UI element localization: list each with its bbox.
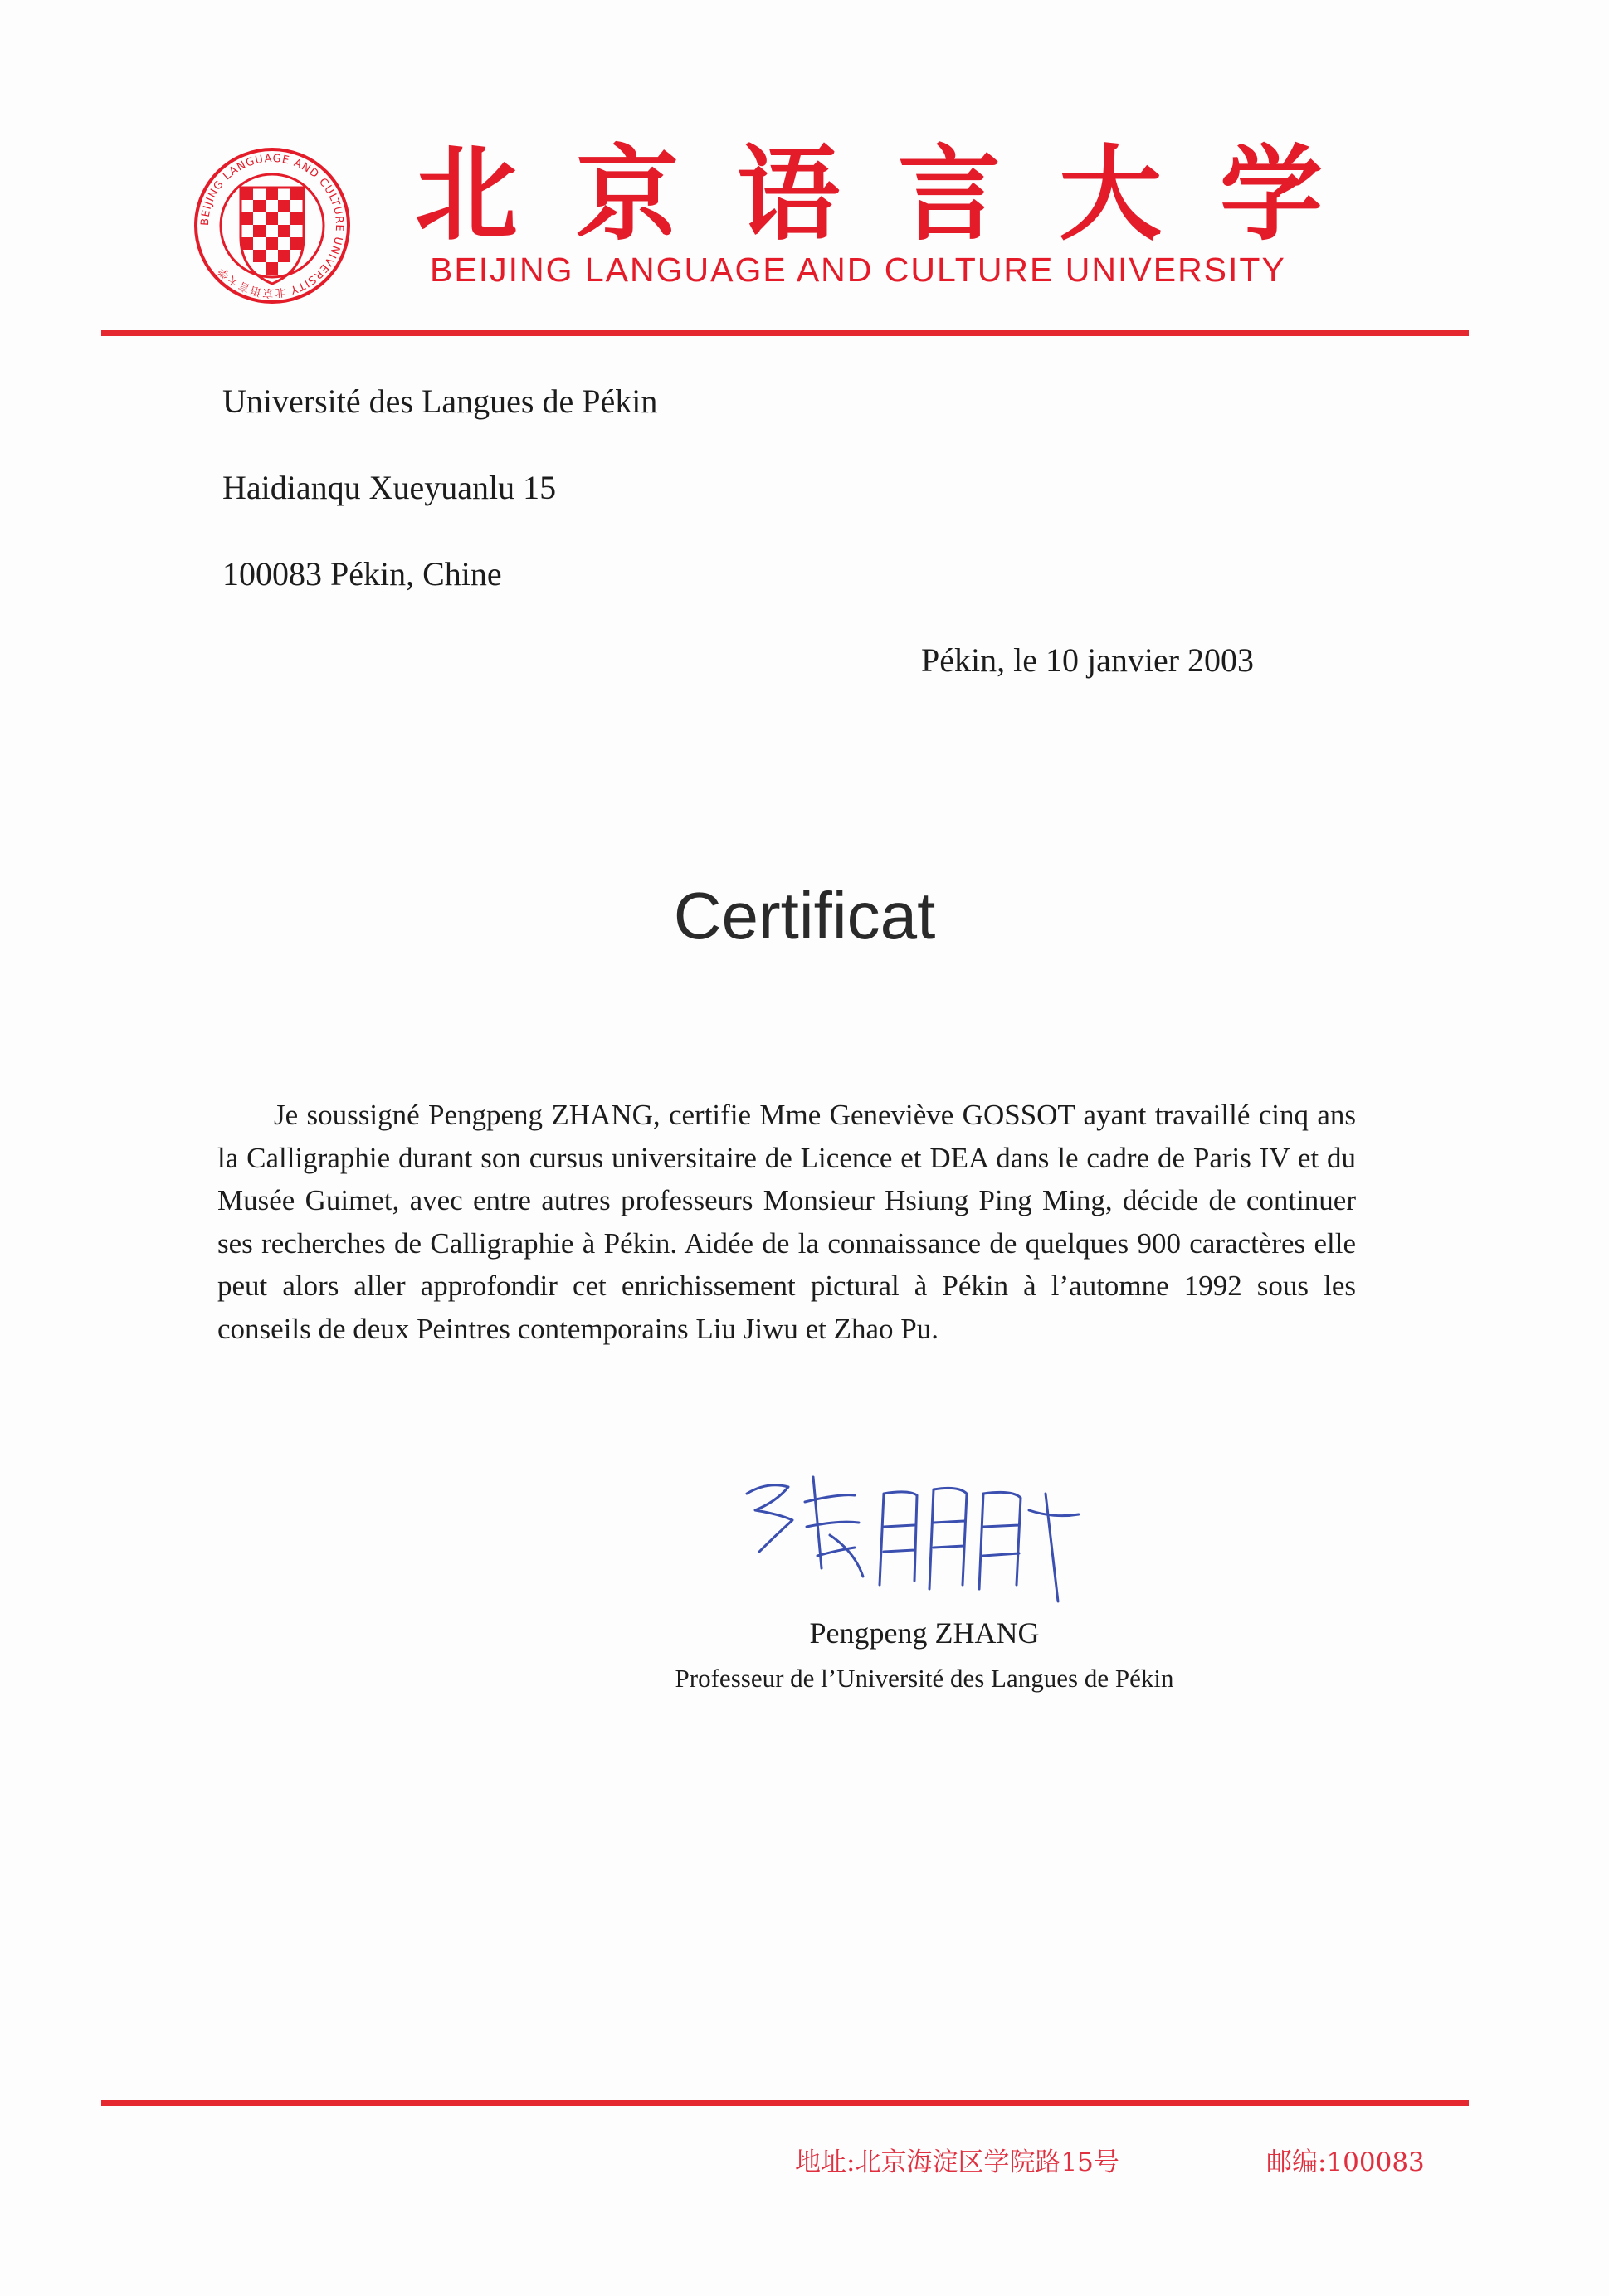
university-name-english: BEIJING LANGUAGE AND CULTURE UNIVERSITY <box>430 251 1286 289</box>
sender-address-line-3: 100083 Pékin, Chine <box>222 555 502 592</box>
footer-postcode: 邮编:100083 <box>1266 2147 1425 2177</box>
signatory-title: Professeur de l’Université des Langues de Pékin <box>675 1664 1174 1693</box>
sender-address-line-2: Haidianqu Xueyuanlu 15 <box>222 469 557 506</box>
letterhead <box>0 0 1609 349</box>
header-divider <box>101 330 1469 336</box>
signatory-name: Pengpeng ZHANG <box>809 1616 1040 1650</box>
footer-address: 地址:北京海淀区学院路15号 <box>795 2147 1119 2177</box>
handwritten-signature <box>730 1444 1112 1610</box>
document-title: Certificat <box>673 879 936 953</box>
certificate-body: Je soussigné Pengpeng ZHANG, certifie Mme Geneviève GOSSOT ayant travaillé cinq ans la Calligraphie durant son cursus universitaire de Licence et DEA dans le cadre de Paris IV et du Musée Guimet, avec entre autres professeurs Monsieur Hsiung Ping Ming, décide de continuer ses recherches de Calligraphie à Pékin. Aidée de la connaissance de quelques 900 caractères elle peut alors aller approfondir cet enrichissement pictural à Pékin à l’automne 1992 sous les conseils de deux Peintres contemporains Liu Jiwu et Zhao Pu. <box>217 1099 1356 1345</box>
seal-ring-text: BEIJING LANGUAGE AND CULTURE UNIVERSITY 北京语言大学 <box>198 152 346 300</box>
university-seal-icon <box>193 146 352 305</box>
date-line: Pékin, le 10 janvier 2003 <box>921 641 1255 679</box>
sender-address-line-1: Université des Langues de Pékin <box>222 383 658 420</box>
university-name-chinese: 北京语言大学 <box>415 134 1382 255</box>
footer-divider <box>101 2100 1469 2106</box>
